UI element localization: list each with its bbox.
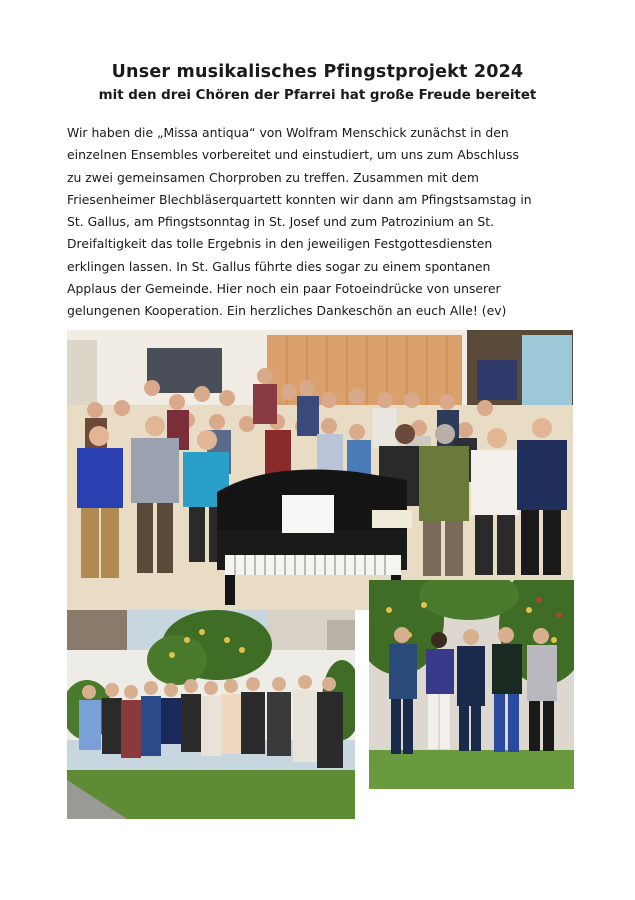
photo-garden-group: [67, 610, 355, 819]
photo-garden-group-image: [67, 610, 355, 819]
photo-choir-piano: [67, 330, 573, 610]
body-line: St. Gallus, am Pfingstsonntag in St. Josef und zum Patrozinium an St.: [67, 214, 495, 230]
body-line: gelungenen Kooperation. Ein herzliches Dankeschön an euch Alle! (ev): [67, 303, 507, 319]
body-line: zu zwei gemeinsamen Chorproben zu treffen. Zusammen mit dem: [67, 169, 479, 185]
body-line: Friesenheimer Blechbläserquartett konnten wir dann am Pfingstsamstag in: [67, 191, 532, 207]
page-subtitle: mit den drei Chören der Pfarrei hat große Freude bereitet: [98, 88, 537, 103]
photo-choir-piano-image: [67, 330, 573, 610]
page-title: Unser musikalisches Pfingstprojekt 2024: [111, 62, 524, 82]
body-line: erklingen lassen. In St. Gallus führte dies sogar zu einem spontanen: [67, 258, 491, 274]
body-line: einzelnen Ensembles vorbereitet und einstudiert, um uns zum Abschluss: [67, 147, 519, 163]
body-line: Dreifaltigkeit das tolle Ergebnis in den jeweiligen Festgottesdiensten: [67, 236, 493, 252]
body-line: Wir haben die „Missa antiqua“ von Wolfram Menschick zunächst in den: [67, 125, 509, 140]
article-body: [67, 122, 587, 323]
photo-rose-hedge-group-image: [369, 580, 574, 789]
photo-rose-hedge-group: [369, 580, 574, 789]
body-line: Applaus der Gemeinde. Hier noch ein paar Fotoeindrücke von unserer: [67, 281, 501, 297]
